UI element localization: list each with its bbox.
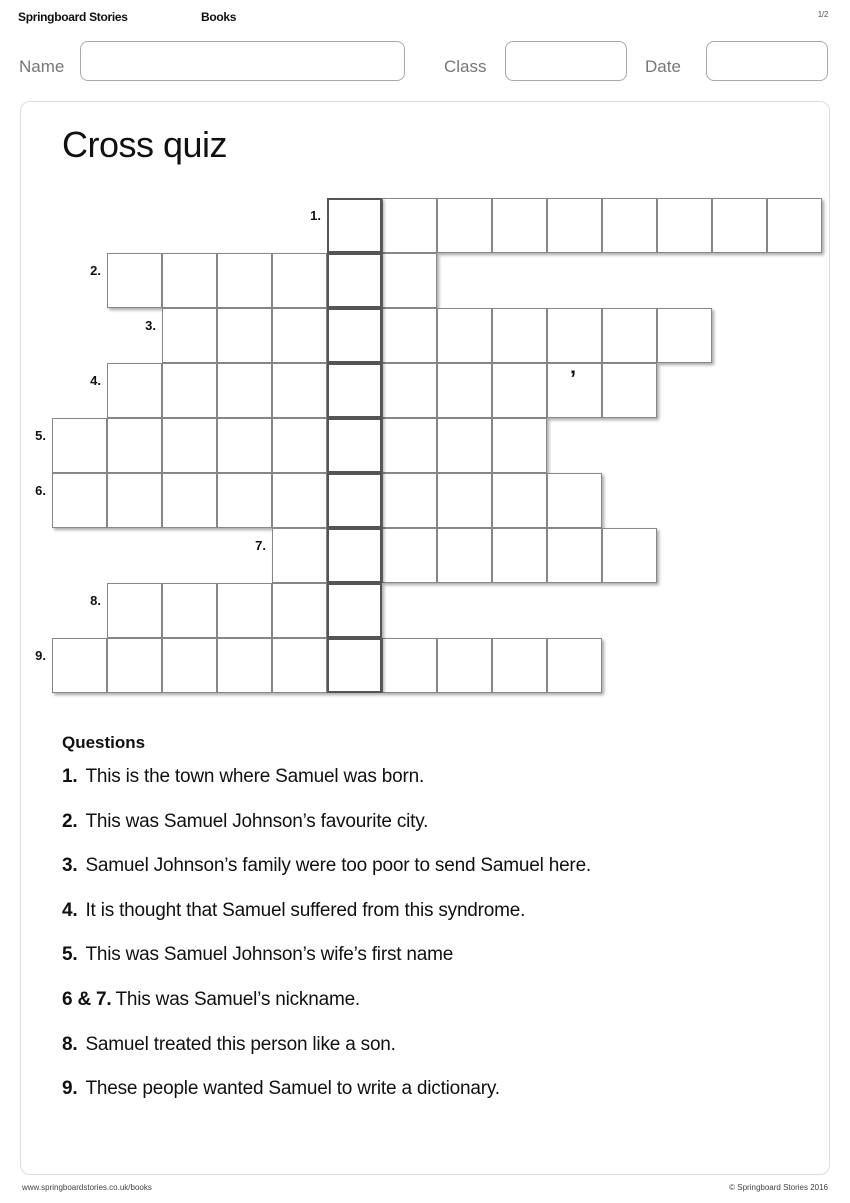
questions-section	[62, 733, 802, 1122]
crossword-cell[interactable]	[657, 198, 712, 253]
crossword-cell[interactable]	[52, 638, 107, 693]
crossword-cell[interactable]	[547, 528, 602, 583]
footer-copyright: © Springboard Stories 2016	[729, 1183, 828, 1192]
question-text: This was Samuel Johnson’s wife’s first name	[85, 944, 454, 966]
question-number: 8.	[62, 1033, 78, 1055]
crossword-cell[interactable]	[272, 418, 327, 473]
crossword-cell[interactable]	[382, 198, 437, 253]
crossword-cell[interactable]	[547, 308, 602, 363]
crossword-cell[interactable]	[602, 198, 657, 253]
question-number: 5.	[62, 944, 78, 966]
section-name: Books	[201, 10, 237, 24]
question-text: Samuel treated this person like a son.	[85, 1033, 396, 1055]
crossword-cell[interactable]	[217, 418, 272, 473]
crossword-cell[interactable]	[602, 528, 657, 583]
question-text: These people wanted Samuel to write a dictionary.	[85, 1078, 500, 1100]
name-label: Name	[19, 57, 65, 76]
crossword-cell[interactable]	[217, 638, 272, 693]
question-number: 2.	[62, 810, 78, 832]
question-item	[62, 899, 802, 944]
crossword-cell[interactable]	[492, 198, 547, 253]
clue-number: 1.	[310, 208, 321, 223]
question-text: This was Samuel’s nickname.	[115, 988, 361, 1010]
question-text: Samuel Johnson’s family were too poor to send Samuel here.	[85, 855, 592, 877]
crossword-cell[interactable]	[272, 253, 327, 308]
crossword-cell[interactable]	[657, 308, 712, 363]
question-item	[62, 1077, 802, 1122]
question-number: 4.	[62, 899, 78, 921]
crossword-cell[interactable]	[382, 528, 437, 583]
crossword-cell[interactable]	[162, 363, 217, 418]
crossword-key-cell[interactable]	[327, 308, 382, 363]
crossword-cell[interactable]	[217, 583, 272, 638]
crossword-cell[interactable]	[547, 473, 602, 528]
question-item	[62, 765, 802, 810]
clue-number: 7.	[255, 538, 266, 553]
question-text: This was Samuel Johnson’s favourite city.	[85, 810, 429, 832]
page-header	[18, 10, 828, 26]
apostrophe-mark: ’	[570, 366, 577, 391]
crossword-key-cell[interactable]	[327, 473, 382, 528]
crossword-cell[interactable]	[107, 363, 162, 418]
crossword-cell[interactable]	[547, 638, 602, 693]
clue-number: 2.	[90, 263, 101, 278]
crossword-cell[interactable]	[712, 198, 767, 253]
crossword-key-cell[interactable]	[327, 528, 382, 583]
crossword-cell[interactable]	[492, 528, 547, 583]
crossword-cell[interactable]	[217, 253, 272, 308]
crossword-cell[interactable]	[382, 418, 437, 473]
crossword-cell[interactable]	[162, 308, 217, 363]
crossword-cell[interactable]	[52, 473, 107, 528]
crossword-key-cell[interactable]	[327, 363, 382, 418]
crossword-cell[interactable]	[437, 638, 492, 693]
crossword-cell[interactable]	[492, 308, 547, 363]
question-number: 6 & 7.	[62, 988, 112, 1010]
question-text: This is the town where Samuel was born.	[85, 766, 425, 787]
crossword-key-cell[interactable]	[327, 253, 382, 308]
date-field[interactable]	[706, 41, 828, 81]
questions-list	[62, 765, 802, 1122]
crossword-cell[interactable]	[217, 363, 272, 418]
crossword-cell[interactable]	[492, 638, 547, 693]
date-label: Date	[645, 57, 681, 76]
crossword-cell[interactable]	[272, 363, 327, 418]
questions-heading: Questions	[62, 733, 146, 752]
crossword-cell[interactable]	[437, 363, 492, 418]
crossword-cell[interactable]	[382, 253, 437, 308]
crossword-cell[interactable]	[107, 473, 162, 528]
question-item	[62, 988, 802, 1033]
crossword-cell[interactable]	[602, 363, 657, 418]
crossword-cell[interactable]	[217, 308, 272, 363]
crossword-key-cell[interactable]	[327, 638, 382, 693]
question-item	[62, 943, 802, 988]
crossword-cell[interactable]	[272, 638, 327, 693]
clue-number: 5.	[35, 428, 46, 443]
question-item	[62, 1033, 802, 1078]
crossword-cell[interactable]	[107, 638, 162, 693]
question-text: It is thought that Samuel suffered from this syndrome.	[85, 899, 526, 921]
crossword-key-cell[interactable]	[327, 583, 382, 638]
crossword-cell[interactable]	[217, 473, 272, 528]
crossword-cell[interactable]	[272, 473, 327, 528]
clue-number: 4.	[90, 373, 101, 388]
crossword-cell[interactable]	[492, 473, 547, 528]
page-number: 1/2	[817, 10, 828, 19]
crossword-cell[interactable]	[437, 528, 492, 583]
crossword-cell[interactable]	[382, 638, 437, 693]
crossword-cell[interactable]	[162, 638, 217, 693]
class-label: Class	[444, 57, 487, 76]
crossword-cell[interactable]	[492, 363, 547, 418]
crossword-cell[interactable]	[437, 473, 492, 528]
crossword-cell[interactable]	[107, 418, 162, 473]
crossword-cell[interactable]	[382, 308, 437, 363]
crossword-cell[interactable]	[382, 363, 437, 418]
crossword-cell[interactable]	[602, 308, 657, 363]
crossword-key-cell[interactable]	[327, 198, 382, 253]
question-number: 3.	[62, 855, 78, 877]
clue-number: 3.	[145, 318, 156, 333]
question-number: 9.	[62, 1078, 78, 1100]
crossword-cell[interactable]	[547, 363, 602, 418]
crossword-cell[interactable]	[382, 473, 437, 528]
crossword-cell[interactable]	[162, 253, 217, 308]
question-item	[62, 810, 802, 855]
crossword-cell[interactable]	[272, 308, 327, 363]
crossword-cell[interactable]	[437, 418, 492, 473]
crossword-cell[interactable]	[437, 198, 492, 253]
clue-number: 6.	[35, 483, 46, 498]
crossword-cell[interactable]	[107, 253, 162, 308]
crossword-cell[interactable]	[162, 418, 217, 473]
crossword-cell[interactable]	[767, 198, 822, 253]
name-field[interactable]	[80, 41, 405, 81]
crossword-cell[interactable]	[162, 473, 217, 528]
question-number: 1.	[62, 766, 78, 787]
question-item	[62, 854, 802, 899]
footer-url: www.springboardstories.co.uk/books	[22, 1183, 152, 1192]
crossword-cell[interactable]	[272, 583, 327, 638]
crossword-cell[interactable]	[547, 198, 602, 253]
crossword-key-cell[interactable]	[327, 418, 382, 473]
crossword-cell[interactable]	[272, 528, 327, 583]
crossword-cell[interactable]	[52, 418, 107, 473]
crossword-cell[interactable]	[437, 308, 492, 363]
crossword-cell[interactable]	[107, 583, 162, 638]
clue-number: 9.	[35, 648, 46, 663]
crossword-cell[interactable]	[162, 583, 217, 638]
brand-name: Springboard Stories	[18, 10, 128, 24]
clue-number: 8.	[90, 593, 101, 608]
worksheet-title: Cross quiz	[62, 124, 228, 165]
class-field[interactable]	[505, 41, 627, 81]
crossword-cell[interactable]	[492, 418, 547, 473]
